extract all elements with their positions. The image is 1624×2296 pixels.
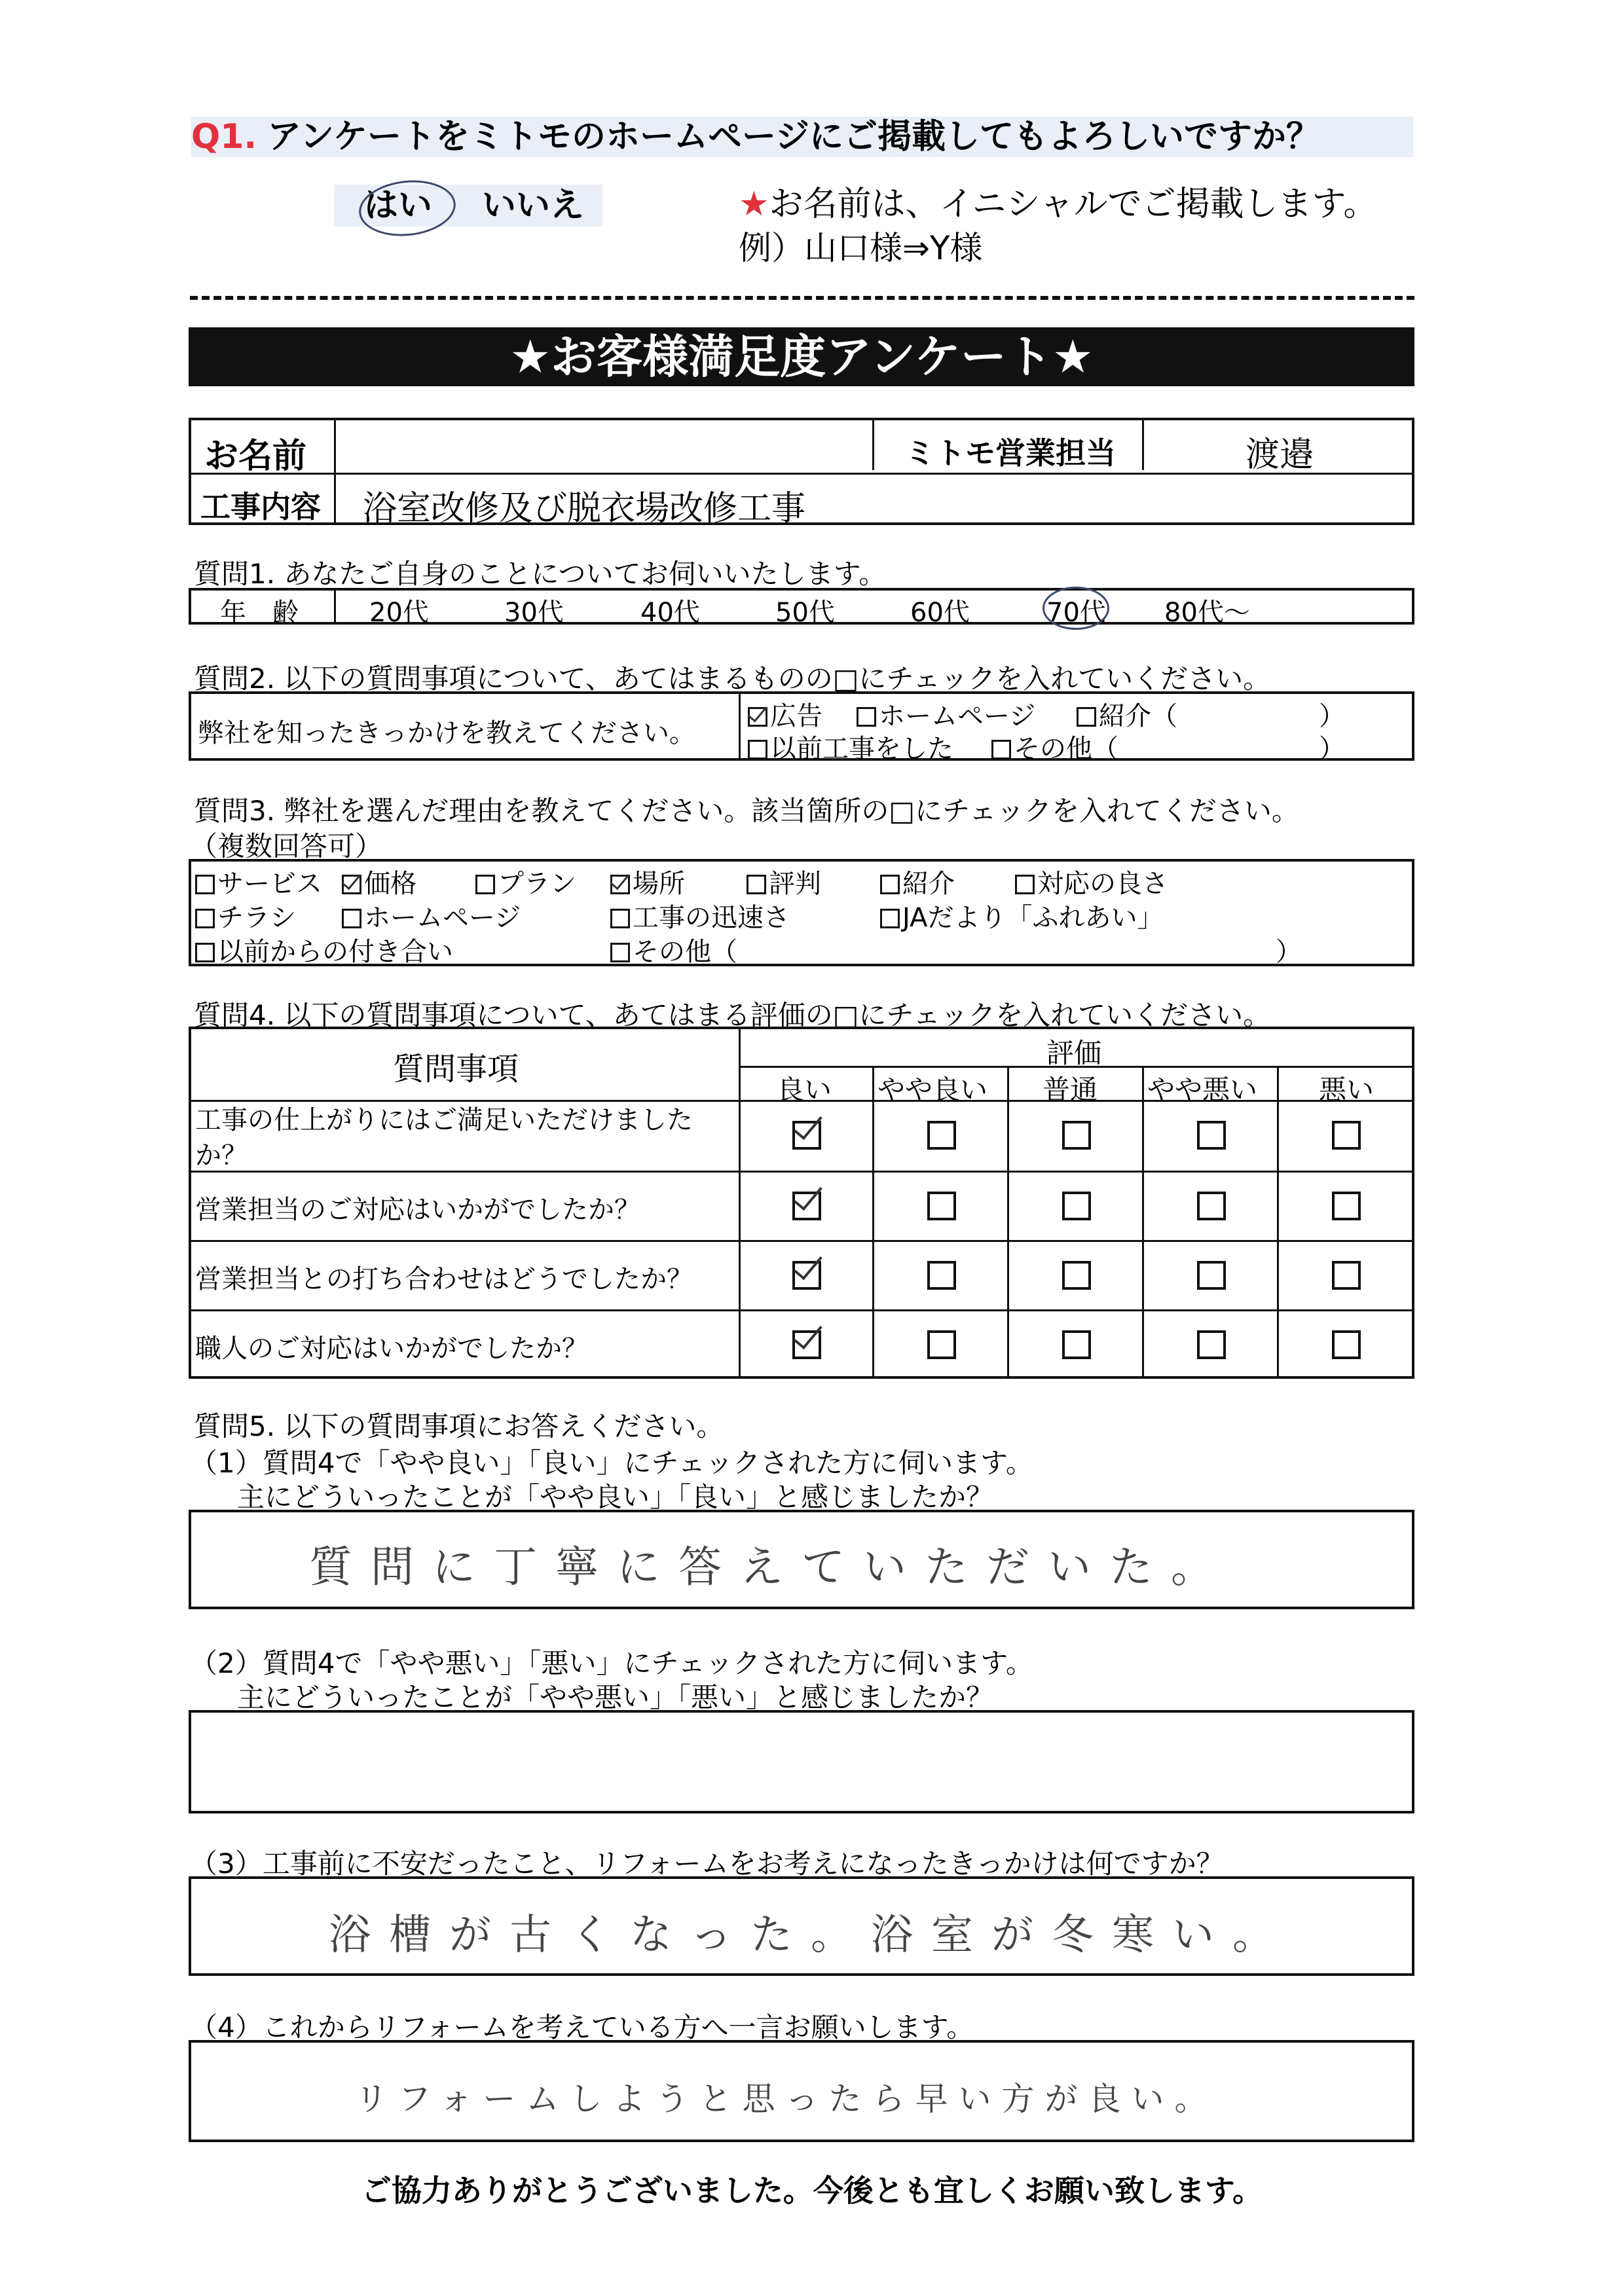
checkbox[interactable] bbox=[195, 943, 215, 962]
source-prompt: 弊社を知ったきっかけを教えてください。 bbox=[198, 718, 695, 748]
age-option[interactable]: 20代 bbox=[369, 598, 429, 628]
age-option[interactable]: 50代 bbox=[775, 598, 835, 628]
divider bbox=[1142, 1066, 1144, 1376]
age-option[interactable]: 60代 bbox=[910, 598, 970, 628]
star-icon: ★ bbox=[739, 185, 769, 224]
answer-box-3[interactable] bbox=[189, 1876, 1414, 1976]
rating-checkbox[interactable] bbox=[927, 1261, 956, 1290]
reason-option[interactable] bbox=[195, 863, 322, 900]
checkbox[interactable] bbox=[195, 909, 215, 928]
publish-options bbox=[334, 185, 602, 227]
checkbox-checked[interactable] bbox=[748, 707, 767, 727]
rating-checkbox[interactable] bbox=[1197, 1330, 1226, 1359]
checkbox[interactable] bbox=[475, 875, 495, 894]
checkbox-checked[interactable] bbox=[610, 875, 630, 894]
q5-part1-line1: （1）質問4で「やや良い」「良い」にチェックされた方に伺います。 bbox=[190, 1447, 1033, 1479]
checkbox[interactable] bbox=[748, 740, 767, 759]
work-label: 工事内容 bbox=[200, 489, 321, 524]
age-option[interactable]: 40代 bbox=[640, 598, 700, 628]
checkbox[interactable] bbox=[610, 943, 630, 962]
option-label: 以前からの付き合い bbox=[217, 937, 453, 967]
divider bbox=[191, 1240, 1412, 1242]
divider bbox=[191, 1309, 1412, 1311]
checkbox[interactable] bbox=[1015, 875, 1035, 894]
checkbox[interactable] bbox=[1077, 707, 1096, 727]
close-paren: ） bbox=[1276, 937, 1302, 967]
q5-part4-line1: （4）これからリフォームを考えている方へ一言お願いします。 bbox=[190, 2011, 974, 2043]
option-label: 広告 bbox=[770, 701, 822, 731]
rating-checkbox[interactable] bbox=[1332, 1261, 1361, 1290]
divider bbox=[1007, 1066, 1009, 1376]
handwritten-answer: 浴槽が古くなった。浴室が冬寒い。 bbox=[329, 1911, 1293, 1959]
source-option-previous[interactable] bbox=[748, 728, 953, 765]
option-label: サービス bbox=[217, 869, 322, 899]
answer-box-2[interactable] bbox=[189, 1710, 1414, 1813]
checkbox[interactable] bbox=[610, 909, 630, 928]
option-label: その他（ bbox=[633, 937, 737, 967]
rating-checkbox[interactable] bbox=[1197, 1121, 1226, 1150]
reason-option[interactable] bbox=[195, 897, 296, 934]
option-label: ホームページ bbox=[879, 701, 1036, 731]
rating-checkbox[interactable] bbox=[927, 1330, 956, 1359]
rating-header: 悪い bbox=[1319, 1074, 1375, 1106]
reason-option[interactable] bbox=[610, 863, 685, 900]
rating-question: 工事の仕上がりにはご満足いただけましたか？ bbox=[195, 1105, 693, 1171]
rating-checkbox[interactable] bbox=[1062, 1192, 1091, 1220]
answer-box-4[interactable] bbox=[189, 2040, 1414, 2142]
source-option-other[interactable] bbox=[991, 728, 1118, 765]
divider bbox=[334, 420, 336, 522]
rating-checkbox-checked[interactable] bbox=[792, 1121, 821, 1150]
initials-note-text: お名前は、イニシャルでご掲載します。 bbox=[769, 185, 1378, 224]
checkbox[interactable] bbox=[195, 875, 215, 894]
close-paren: ） bbox=[1319, 734, 1345, 764]
rating-checkbox[interactable] bbox=[1197, 1192, 1226, 1220]
reason-option[interactable] bbox=[342, 863, 416, 900]
initials-example: 例）山口様⇒Y様 bbox=[739, 229, 983, 267]
sales-label: ミトモ営業担当 bbox=[905, 435, 1116, 471]
work-value[interactable]: 浴室改修及び脱衣場改修工事 bbox=[363, 489, 806, 528]
reason-option[interactable] bbox=[610, 897, 790, 934]
reason-option[interactable] bbox=[1015, 863, 1168, 900]
source-option-homepage[interactable] bbox=[857, 695, 1035, 733]
q5-part1-line2: 主にどういったことが「やや良い」「良い」と感じましたか？ bbox=[237, 1481, 994, 1513]
publish-question-text: アンケートをミトモのホームページにご掲載してもよろしいですか？ bbox=[267, 117, 1320, 156]
option-label: 対応の良さ bbox=[1037, 869, 1168, 899]
rating-header: やや良い bbox=[877, 1074, 988, 1106]
age-label: 年 齢 bbox=[220, 598, 299, 628]
option-label: 工事の迅速さ bbox=[633, 903, 790, 933]
option-yes[interactable]: はい bbox=[364, 186, 433, 225]
age-option[interactable]: 80代～ bbox=[1164, 598, 1250, 628]
handwritten-answer: リフォームしようと思ったら早い方が良い。 bbox=[355, 2080, 1218, 2118]
age-row bbox=[189, 588, 1414, 628]
question4-heading: 質問4. 以下の質問事項について、あてはまる評価の□にチェックを入れていください。 bbox=[194, 999, 1271, 1031]
checkbox[interactable] bbox=[880, 909, 900, 928]
option-label: チラシ bbox=[217, 903, 296, 933]
option-label: 評判 bbox=[769, 869, 821, 899]
name-label: お名前 bbox=[204, 437, 307, 476]
publish-question bbox=[191, 117, 1413, 157]
rating-question: 営業担当のご対応はいかがでしたか？ bbox=[195, 1195, 640, 1225]
age-option[interactable]: 30代 bbox=[504, 598, 564, 628]
option-label: 紹介 bbox=[902, 869, 955, 899]
age-option-selected[interactable]: 70代 bbox=[1046, 598, 1106, 628]
rating-checkbox[interactable] bbox=[1062, 1330, 1091, 1359]
rating-table bbox=[189, 1027, 1414, 1379]
question-number: Q1. bbox=[191, 117, 257, 156]
option-label: 以前工事をした bbox=[770, 734, 953, 764]
q5-part3-line1: （3）工事前に不安だったこと、リフォームをお考えになったきっかけは何ですか？ bbox=[190, 1848, 1224, 1880]
option-label: 紹介（ bbox=[1099, 701, 1177, 731]
option-no[interactable]: いいえ bbox=[482, 186, 585, 225]
source-row bbox=[189, 691, 1414, 764]
option-label: その他（ bbox=[1014, 734, 1118, 764]
rating-question: 営業担当との打ち合わせはどうでしたか？ bbox=[195, 1264, 693, 1294]
question1-heading: 質問1. あなたご自身のことについてお伺いいたします。 bbox=[194, 558, 887, 590]
rating-checkbox-checked[interactable] bbox=[792, 1192, 821, 1220]
reason-option[interactable] bbox=[342, 897, 521, 934]
rating-checkbox-checked[interactable] bbox=[792, 1261, 821, 1290]
rating-header: 普通 bbox=[1043, 1074, 1098, 1106]
divider bbox=[739, 1029, 741, 1376]
option-label: 場所 bbox=[633, 869, 685, 899]
divider bbox=[872, 1066, 874, 1376]
rating-question: 職人のご対応はいかがでしたか？ bbox=[195, 1334, 588, 1364]
checkbox[interactable] bbox=[857, 707, 876, 727]
question3-subheading: （複数回答可） bbox=[190, 830, 383, 862]
reason-option[interactable] bbox=[880, 863, 955, 900]
option-label: 価格 bbox=[364, 869, 416, 899]
rating-checkbox[interactable] bbox=[927, 1192, 956, 1220]
rating-checkbox[interactable] bbox=[1197, 1261, 1226, 1290]
question2-heading: 質問2. 以下の質問事項について、あてはまるものの□にチェックを入れていください。 bbox=[194, 663, 1271, 695]
checkbox[interactable] bbox=[880, 875, 900, 894]
column-rating-header: 評価 bbox=[1046, 1037, 1102, 1069]
checkbox[interactable] bbox=[747, 875, 766, 894]
cut-line bbox=[190, 296, 1414, 300]
divider bbox=[334, 591, 336, 622]
rating-checkbox-checked[interactable] bbox=[792, 1330, 821, 1359]
rating-checkbox[interactable] bbox=[1062, 1261, 1091, 1290]
checkbox[interactable] bbox=[991, 740, 1011, 759]
close-paren: ） bbox=[1319, 701, 1345, 731]
reason-option[interactable] bbox=[475, 863, 576, 900]
checkbox-checked[interactable] bbox=[342, 875, 361, 894]
divider bbox=[739, 694, 741, 758]
redaction-block bbox=[341, 424, 733, 469]
reason-box bbox=[189, 859, 1414, 966]
handwritten-answer: 質問に丁寧に答えていただいた。 bbox=[309, 1542, 1232, 1592]
q5-part2-line1: （2）質問4で「やや悪い」「悪い」にチェックされた方に伺います。 bbox=[190, 1647, 1033, 1679]
column-item-header: 質問事項 bbox=[393, 1051, 519, 1087]
survey-title: ★お客様満足度アンケート★ bbox=[189, 327, 1414, 386]
reason-option[interactable] bbox=[195, 931, 453, 968]
rating-header: 良い bbox=[777, 1074, 832, 1106]
rating-checkbox[interactable] bbox=[1332, 1192, 1361, 1220]
rating-checkbox[interactable] bbox=[1062, 1121, 1091, 1150]
source-option-ad[interactable] bbox=[748, 695, 822, 733]
question5-heading: 質問5. 以下の質問事項にお答えください。 bbox=[194, 1410, 724, 1442]
reason-option[interactable] bbox=[880, 897, 1163, 934]
divider bbox=[1277, 1066, 1279, 1376]
q5-part2-line2: 主にどういったことが「やや悪い」「悪い」と感じましたか？ bbox=[237, 1681, 994, 1713]
divider bbox=[872, 420, 874, 470]
rating-checkbox[interactable] bbox=[927, 1121, 956, 1150]
option-label: JAだより「ふれあい」 bbox=[902, 903, 1164, 933]
sales-value[interactable]: 渡邉 bbox=[1246, 435, 1314, 475]
reason-option[interactable] bbox=[610, 931, 737, 968]
selection-circle bbox=[1043, 587, 1109, 630]
initials-note bbox=[739, 182, 1377, 227]
option-label: プラン bbox=[498, 869, 576, 899]
rating-checkbox[interactable] bbox=[1332, 1121, 1361, 1150]
rating-header: やや悪い bbox=[1147, 1074, 1258, 1106]
reason-option[interactable] bbox=[747, 863, 821, 900]
question3-heading: 質問3. 弊社を選んだ理由を教えてください。該当箇所の□にチェックを入れてください。 bbox=[194, 795, 1299, 827]
rating-checkbox[interactable] bbox=[1332, 1330, 1361, 1359]
checkbox[interactable] bbox=[342, 909, 361, 928]
footer-thanks: ご協力ありがとうございました。今後とも宜しくお願い致します。 bbox=[361, 2173, 1263, 2208]
source-option-referral[interactable] bbox=[1077, 695, 1177, 733]
answer-box-1[interactable] bbox=[189, 1510, 1414, 1609]
option-label: ホームページ bbox=[364, 903, 521, 933]
divider bbox=[191, 473, 1412, 475]
divider bbox=[1142, 420, 1144, 470]
